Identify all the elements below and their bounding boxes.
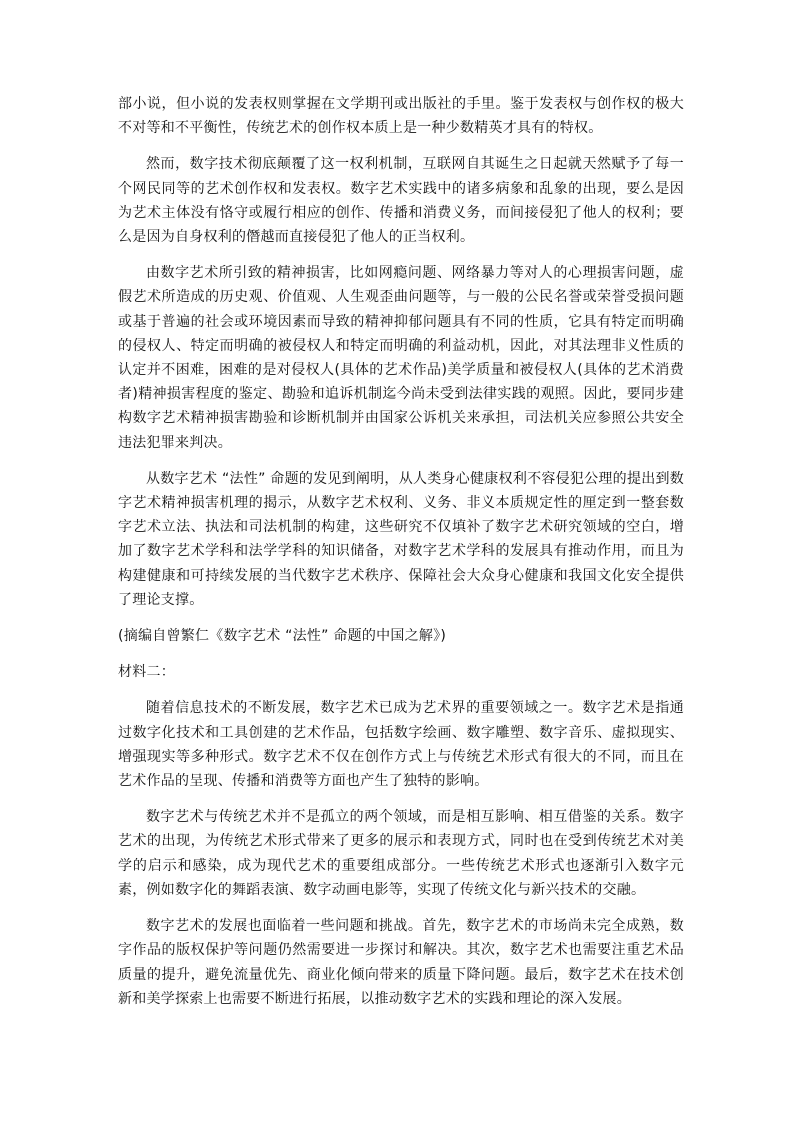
paragraph-3: 由数字艺术所引致的精神损害，比如网瘾问题、网络暴力等对人的心理损害问题，虚假艺术所造成的历史观、价值观、人生观歪曲问题等，与一般的公民名誉或荣誉受损问题或基于普遍的社会或环境因素而导致的精神抑郁问题具有不同的性质，它具有特定而明确的侵权人、特定而明确的被侵权人和特定而明确的利益动机，因此，对其法理非义性质的认定并不困难，困难的是对侵权人(具体的艺术作品)美学质量和被侵权人(具体的艺术消费者)精神损害程度的鉴定、勘验和追诉机制迄今尚未受到法律实践的观照。因此，要同步建构数字艺术精神损害勘验和诊断机制并由国家公诉机关来承担，司法机关应参照公共安全违法犯罪来判决。 bbox=[118, 265, 684, 451]
paragraph-1: 部小说，但小说的发表权则掌握在文学期刊或出版社的手里。鉴于发表权与创作权的极大不对等和不平衡性，传统艺术的创作权本质上是一种少数精英才具有的特权。 bbox=[118, 96, 684, 137]
paragraph-6: 数字艺术与传统艺术并不是孤立的两个领域，而是相互影响、相互借鉴的关系。数字艺术的出现，为传统艺术形式带来了更多的展示和表现方式，同时也在受到传统艺术对美学的启示和感染，成为现代艺术的重要组成部分。一些传统艺术形式也逐渐引入数字元素，例如数字化的舞蹈表演、数字动画电影等，实现了传统文化与新兴技术的交融。 bbox=[118, 809, 684, 898]
paragraph-2: 然而，数字技术彻底颠覆了这一权利机制，互联网自其诞生之日起就天然赋予了每一个网民同等的艺术创作权和发表权。数字艺术实践中的诸多病象和乱象的出现，要么是因为艺术主体没有恪守或履行相应的创作、传播和消费义务，而间接侵犯了他人的权利；要么是因为自身权利的僭越而直接侵犯了他人的正当权利。 bbox=[118, 156, 684, 246]
source-citation: (摘编自曾繁仁《数字艺术 “法性” 命题的中国之解》) bbox=[118, 628, 447, 645]
paragraph-7: 数字艺术的发展也面临着一些问题和挑战。首先，数字艺术的市场尚未完全成熟，数字作品的版权保护等问题仍然需要进一步探讨和解决。其次，数字艺术也需要注重艺术品质量的提升，避免流量优先、商业化倾向带来的质量下降问题。最后，数字艺术在技术创新和美学探索上也需要不断进行拓展，以推动数字艺术的实践和理论的深入发展。 bbox=[118, 918, 684, 1007]
paragraph-4: 从数字艺术 “法性” 命题的发见到阐明，从人类身心健康权利不容侵犯公理的提出到数字艺术精神损害机理的揭示，从数字艺术权利、义务、非义本质规定性的厘定到一整套数字艺术立法、执法和司法机制的构建，这些研究不仅填补了数字艺术研究领域的空白，增加了数字艺术学科和法学学科的知识储备，对数字艺术学科的发展具有推动作用，而且为构建健康和可持续发展的当代数字艺术秩序、保障社会大众身心健康和我国文化安全提供了理论支撑。 bbox=[118, 470, 684, 608]
paragraph-5: 随着信息技术的不断发展，数字艺术已成为艺术界的重要领域之一。数字艺术是指通过数字化技术和工具创建的艺术作品，包括数字绘画、数字雕塑、数字音乐、虚拟现实、增强现实等多种形式。数字艺术不仅在创作方式上与传统艺术形式有很大的不同，而且在艺术作品的呈现、传播和消费等方面也产生了独特的影响。 bbox=[118, 700, 684, 790]
document-page bbox=[118, 92, 684, 1023]
material-two-label: 材料二： bbox=[118, 664, 175, 681]
